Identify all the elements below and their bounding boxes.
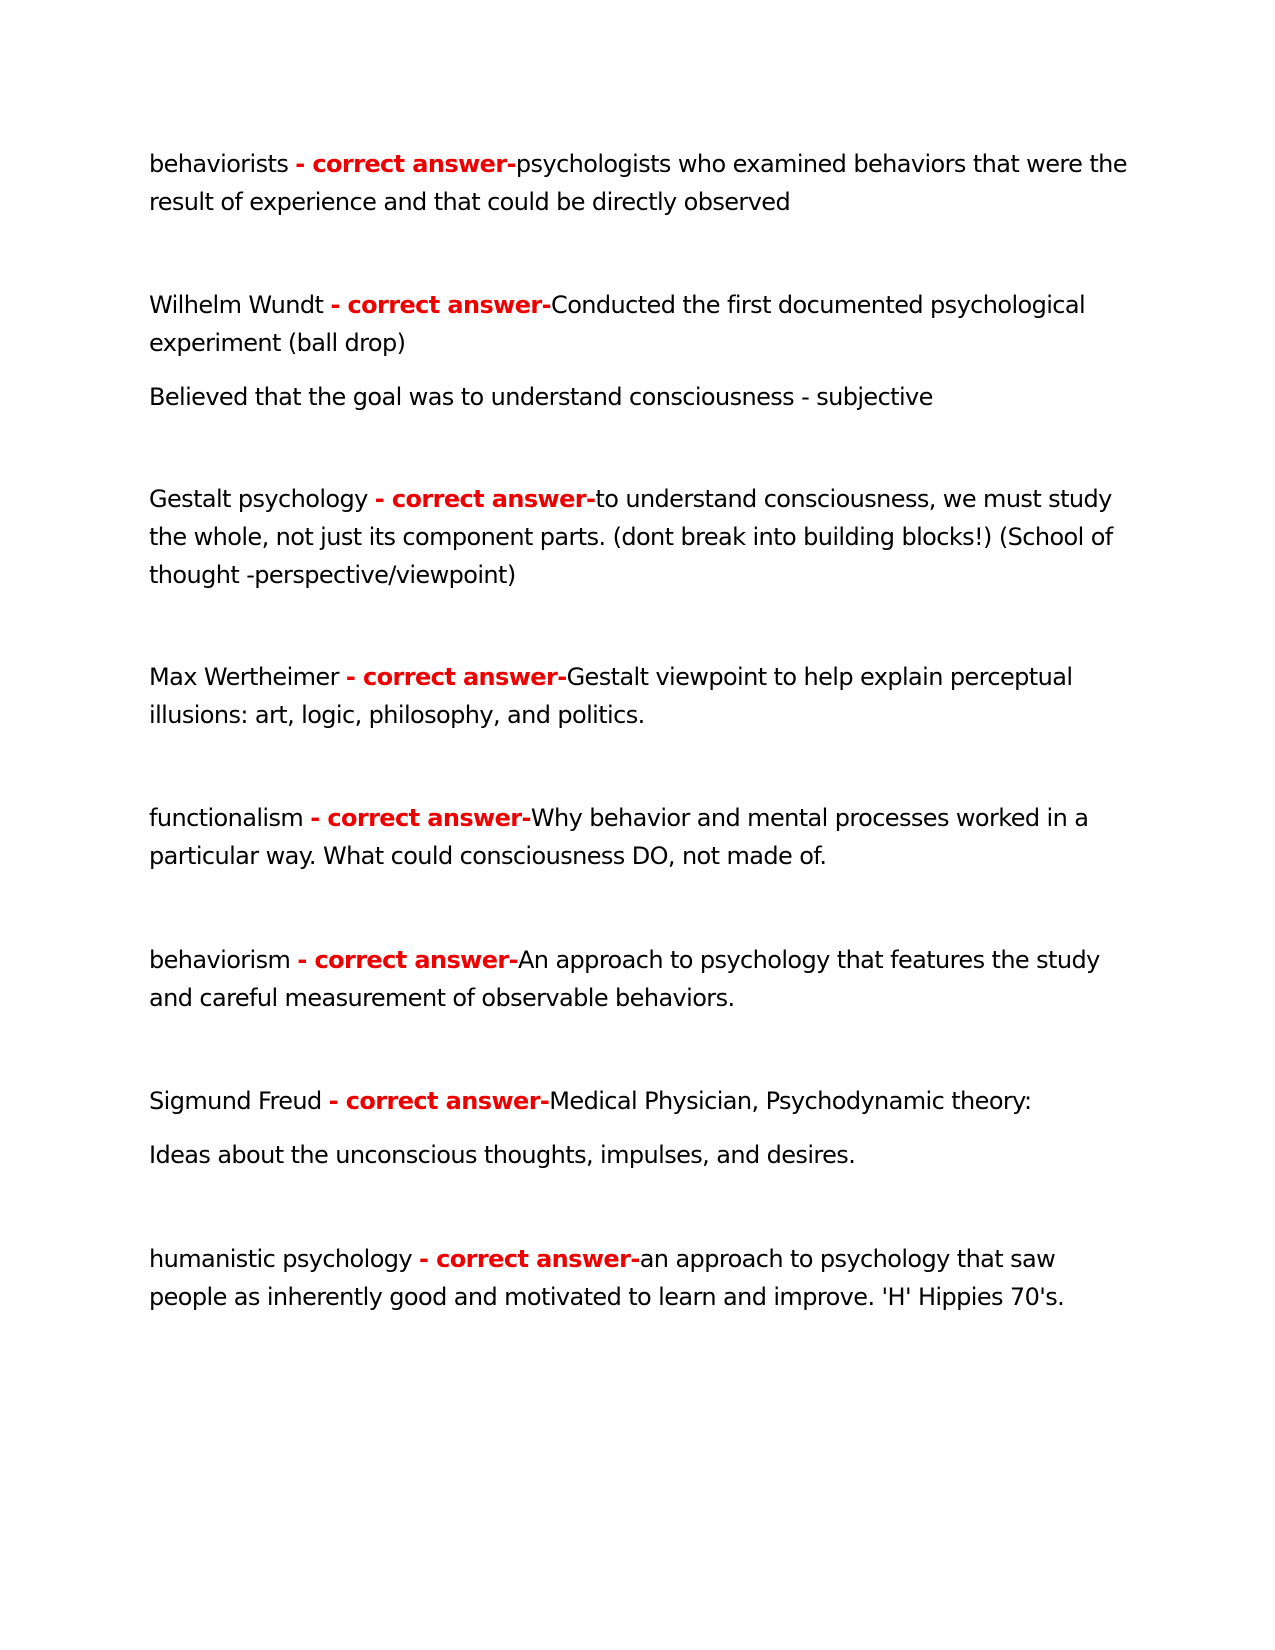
entry-term: Gestalt psychology [149,485,375,513]
entry-line [149,799,1129,875]
entry-definition: Medical Physician, Psychodynamic theory: [549,1087,1032,1115]
answer-separator: - correct answer- [374,485,596,513]
entry-extra-line: Ideas about the unconscious thoughts, impulses, and desires. [149,1141,856,1169]
flashcard-entry [149,658,1129,734]
answer-separator: - correct answer- [419,1245,640,1273]
entry-definition: to understand consciousness, we must study the whole, not just its component parts. (dont break into building blocks!) (School of thought -perspective/viewpoint) [149,485,1113,589]
entry-definition: Gestalt viewpoint to help explain perceptual illusions: art, logic, philosophy, and politics. [149,663,1073,729]
entry-line [149,145,1129,221]
entry-line [149,941,1129,1017]
entry-term: humanistic psychology [149,1245,420,1273]
entry-line [149,1082,1129,1120]
answer-separator: - correct answer- [328,1087,550,1115]
entry-term: behaviorism [149,946,298,974]
flashcard-entry [149,1240,1129,1316]
entry-term: functionalism [149,804,311,832]
entry-line [149,480,1129,594]
flashcard-entry [149,480,1129,594]
entry-extra-line: Believed that the goal was to understand consciousness - subjective [149,383,933,411]
flashcard-entry [149,941,1129,1017]
entry-term: Max Wertheimer [149,663,346,691]
answer-separator: - correct answer- [295,150,516,178]
entry-line [149,286,1129,362]
entry-definition: an approach to psychology that saw people as inherently good and motivated to learn and improve. 'H' Hippies 70's. [149,1245,1065,1311]
answer-separator: - correct answer- [297,946,518,974]
entry-line [149,658,1129,734]
answer-separator: - correct answer- [310,804,531,832]
entry-definition: psychologists who examined behaviors that were the result of experience and that could be directly observed [149,150,1127,216]
entry-definition: Why behavior and mental processes worked in a particular way. What could consciousness DO, not made of. [149,804,1089,870]
entry-term: Sigmund Freud [149,1087,329,1115]
answer-separator: - correct answer- [345,663,567,691]
flashcard-entry [149,799,1129,875]
entry-term: behaviorists [149,150,296,178]
entry-definition: An approach to psychology that features the study and careful measurement of observable behaviors. [149,946,1100,1012]
entry-definition: Conducted the first documented psychological experiment (ball drop) [149,291,1086,357]
flashcard-entry [149,286,1129,416]
flashcard-entry [149,145,1129,221]
flashcard-entry [149,1082,1129,1174]
answer-separator: - correct answer- [330,291,552,319]
entry-line [149,1240,1129,1316]
entry-term: Wilhelm Wundt [149,291,331,319]
